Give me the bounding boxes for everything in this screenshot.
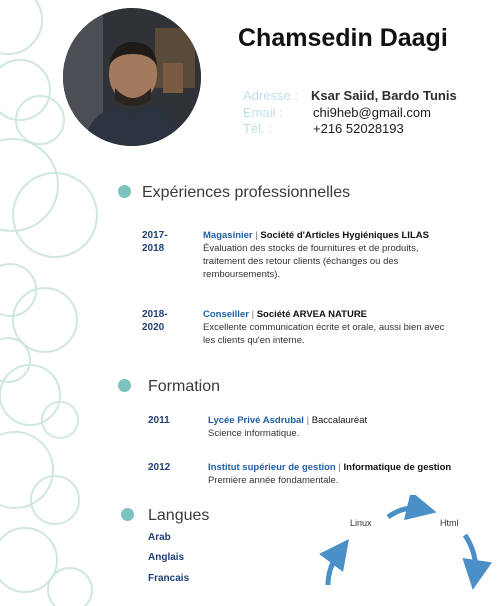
arrow-right-icon	[465, 535, 476, 575]
contact-email	[243, 105, 431, 120]
form2-diploma: Informatique de gestion	[343, 462, 452, 473]
language-item: Francais	[148, 573, 190, 584]
exp1-years	[142, 229, 168, 255]
skill-html: Html	[440, 518, 459, 528]
exp1-desc-line: traitement des retour clients (échanges ou des	[203, 256, 399, 267]
arrow-top-icon	[388, 508, 422, 517]
section-bullet-icon	[118, 185, 131, 198]
form2-separator: |	[338, 462, 341, 473]
language-item: Arab	[148, 532, 171, 543]
section-bullet-icon	[118, 379, 131, 392]
exp2-year-start: 2018-	[142, 309, 168, 320]
exp2-years	[142, 308, 168, 334]
email-label: Email :	[243, 105, 283, 120]
exp1-desc-line: remboursements).	[203, 269, 281, 280]
languages-title: Langues	[148, 507, 210, 524]
contact-phone	[243, 121, 404, 136]
exp2-company: Société ARVEA NATURE	[256, 309, 368, 320]
exp1-year-end: 2018	[142, 243, 165, 254]
formation-title: Formation	[148, 378, 221, 395]
contact-address	[243, 88, 457, 103]
form1-diploma: Baccalauréat	[311, 415, 368, 426]
exp2-desc-line: les clients qu'en interne.	[203, 335, 305, 346]
language-item: Anglais	[148, 552, 185, 563]
form1-school: Lycée Privé Asdrubal	[208, 415, 304, 426]
address-value: Ksar Saiid, Bardo Tunis	[311, 88, 457, 103]
exp1-entry	[203, 229, 429, 281]
exp1-separator: |	[255, 230, 258, 241]
form2-desc: Première année fondamentale.	[208, 475, 339, 486]
exp1-role: Magasinier	[203, 230, 253, 241]
person-silhouette-icon	[63, 8, 201, 146]
form1-year: 2011	[148, 415, 170, 426]
exp2-year-end: 2020	[142, 322, 165, 333]
exp2-entry	[203, 308, 444, 347]
email-value[interactable]: chi9heb@gmail.com	[313, 105, 431, 120]
form1-desc: Science informatique.	[208, 428, 300, 439]
profile-photo	[63, 8, 201, 146]
address-label: Adresse :	[243, 88, 298, 103]
form2-year: 2012	[148, 462, 171, 473]
phone-value: +216 52028193	[313, 121, 404, 136]
arrow-left-icon	[328, 551, 340, 585]
exp2-separator: |	[251, 309, 255, 320]
section-bullet-icon	[121, 508, 134, 521]
form1-entry	[208, 414, 367, 440]
exp2-desc-line: Excellente communication écrite et orale, aussi bien avec	[203, 322, 445, 333]
exp2-role: Conseiller	[203, 309, 249, 320]
experience-title: Expériences professionnelles	[142, 184, 351, 201]
skill-linux: Linux	[350, 518, 372, 528]
exp1-company: Société d'Articles Hygiéniques LILAS	[260, 230, 429, 241]
form2-entry	[208, 461, 451, 487]
skills-cycle-arrows	[300, 495, 500, 606]
exp1-desc-line: Évaluation des stocks de fournitures et de produits,	[203, 243, 419, 254]
exp1-year-start: 2017-	[142, 230, 168, 241]
form1-separator: |	[306, 415, 310, 426]
form2-school: Institut supérieur de gestion	[208, 462, 336, 473]
phone-label: Tél. :	[243, 121, 272, 136]
full-name: Chamsedin Daagi	[238, 24, 448, 52]
